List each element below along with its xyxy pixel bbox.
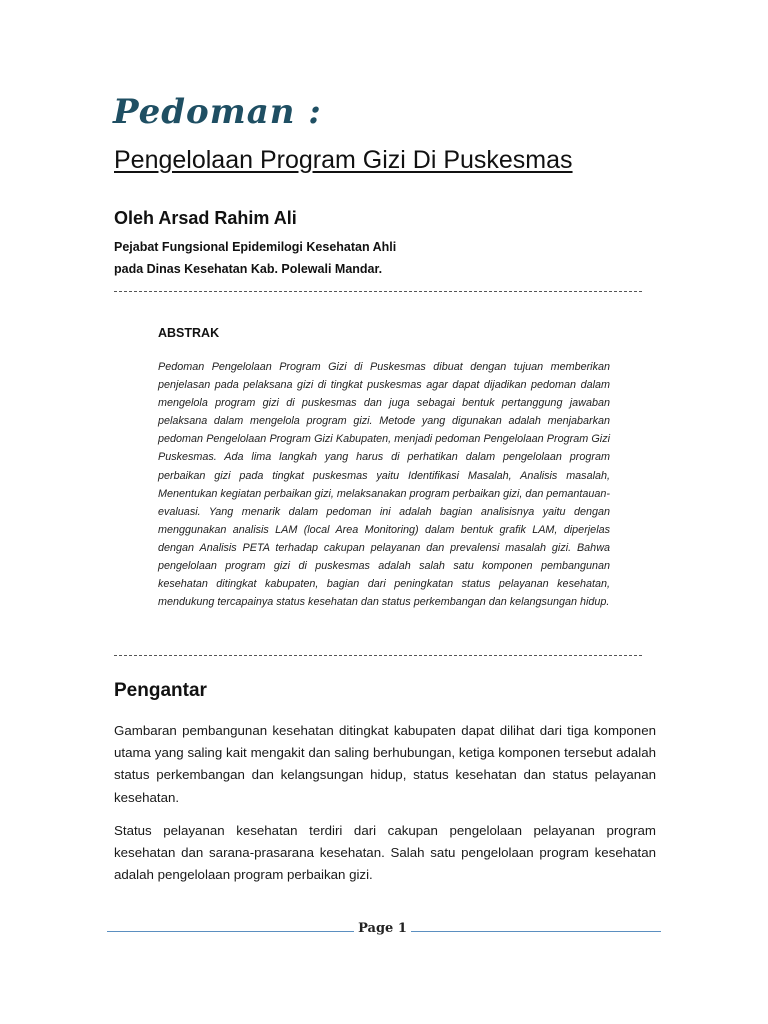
author-affiliation-line-2: pada Dinas Kesehatan Kab. Polewali Mandar. bbox=[114, 262, 383, 276]
author-name: Oleh Arsad Rahim Ali bbox=[114, 208, 297, 228]
intro-paragraph-2: Status pelayanan kesehatan terdiri dari cakupan pengelolaan pelayanan program kesehatan dan sarana-prasarana kesehatan. Salah satu pengelolaan program kesehatan adalah pengelolaan program perbaikan gizi. bbox=[114, 823, 656, 883]
dashed-divider-top bbox=[114, 291, 642, 292]
footer-rule-left bbox=[107, 931, 354, 932]
dashed-divider-bottom bbox=[114, 655, 642, 656]
page-title: Pengelolaan Program Gizi Di Puskesmas bbox=[114, 146, 573, 174]
page-number: Page 1 bbox=[358, 921, 407, 936]
intro-paragraph-1: Gambaran pembangunan kesehatan ditingkat kabupaten dapat dilihat dari tiga komponen utama yang saling kait mengakit dan saling berhubungan, ketiga komponen tersebut adalah status perkembangan dan kelangsungan hidup, status kesehatan dan status pelayanan kesehatan. bbox=[114, 723, 656, 805]
abstract-heading: ABSTRAK bbox=[158, 326, 220, 340]
footer-rule-right bbox=[411, 931, 661, 932]
section-heading-pengantar: Pengantar bbox=[114, 680, 207, 701]
abstract-body: Pedoman Pengelolaan Program Gizi di Puskesmas dibuat dengan tujuan memberikan penjelasan pada pelaksana gizi di tingkat puskesmas agar dapat dijadikan pedoman dalam mengelola program gizi di puskesmas dan juga sebagai bentuk pertanggung jawaban pelaksana dalam mengelola program gizi. Metode yang digunakan adalah menjabarkan pedoman Pengelolaan Program Gizi Kabupaten, menjadi pedoman Pengelolaan Program Gizi Puskesmas. Ada lima langkah yang harus di perhatikan dalam pengelolaan program perbaikan gizi pada tingkat puskesmas yaitu Identifikasi Masalah, Analisis masalah, Menentukan kegiatan perbaikan gizi, melaksanakan program perbaikan gizi, dan pemantauan-evaluasi. Yang menarik dalam pedoman ini adalah bagian analisisnya yaitu dengan menggunakan analisis LAM (local Area Monitoring) dalam bentuk grafik LAM, diperjelas dengan Analisis PETA terhadap cakupan pelayanan dan prevalensi masalah gizi. Bahwa pengelolaan program gizi di puskesmas adalah salah satu komponen pembangunan kesehatan ditingkat kabupaten, bagian dari peningkatan status pelayanan kesehatan, mendukung tercapainya status kesehatan dan status perkembangan dan kelangsungan hidup. bbox=[158, 361, 610, 609]
author-affiliation-line-1: Pejabat Fungsional Epidemilogi Kesehatan Ahli bbox=[114, 240, 397, 254]
pre-title: Pedoman : bbox=[113, 92, 322, 132]
